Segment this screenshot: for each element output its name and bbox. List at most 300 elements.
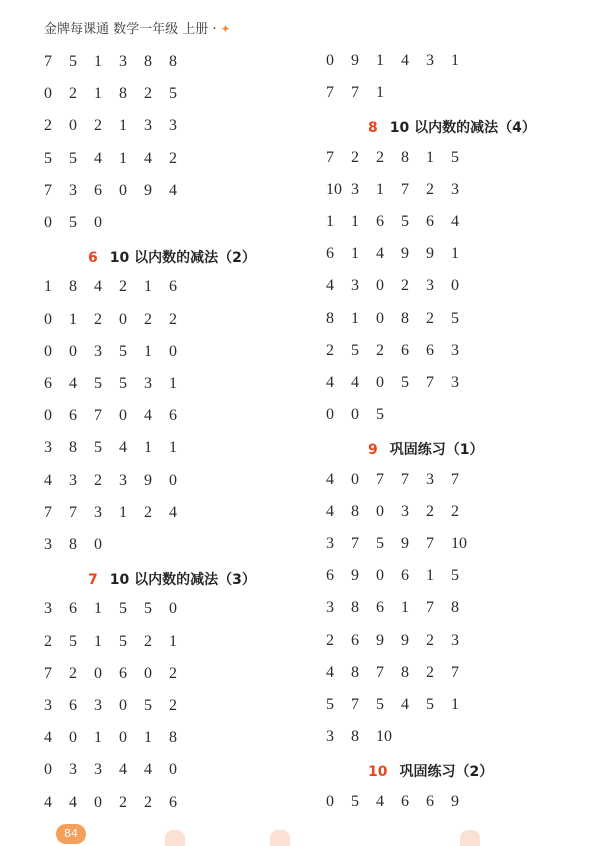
- answer-value: 3: [351, 180, 359, 198]
- answer-row: [326, 84, 401, 102]
- section-title: 10 以内数的减法（4）: [389, 120, 536, 137]
- answer-value: 4: [401, 52, 409, 69]
- answer-value: 0: [44, 214, 52, 231]
- answer-value: 9: [376, 631, 384, 649]
- answer-row: [326, 535, 476, 553]
- answer-value: 2: [426, 309, 434, 327]
- answer-row: [44, 504, 194, 522]
- answer-value: 4: [326, 277, 334, 295]
- answer-row: [44, 311, 194, 329]
- answer-value: 1: [169, 375, 177, 392]
- answer-value: 1: [94, 85, 102, 103]
- answer-value: 2: [376, 148, 384, 166]
- answer-value: 7: [426, 374, 434, 391]
- answer-row: [44, 665, 194, 683]
- section-heading: [88, 247, 256, 267]
- answer-value: 0: [169, 471, 177, 489]
- sparkle-icon: ✦: [220, 22, 231, 36]
- answer-value: 0: [94, 536, 102, 553]
- section-heading: [88, 569, 256, 589]
- answer-value: 2: [326, 631, 334, 649]
- answer-value: 2: [401, 277, 409, 295]
- answer-value: 2: [69, 85, 77, 103]
- answer-value: 4: [326, 502, 334, 520]
- answer-value: 0: [119, 407, 127, 425]
- answer-value: 2: [426, 663, 434, 681]
- book-title: 金牌每课通 数学一年级 上册 ·: [44, 22, 217, 37]
- answer-value: 5: [401, 374, 409, 391]
- answer-value: 5: [451, 309, 459, 327]
- answer-value: 8: [144, 53, 152, 70]
- answer-value: 8: [351, 502, 359, 520]
- answer-value: 6: [69, 697, 77, 714]
- answer-value: 6: [94, 181, 102, 199]
- answer-value: 1: [119, 149, 127, 167]
- answer-value: 8: [169, 53, 177, 70]
- answer-value: 6: [351, 631, 359, 649]
- answer-row: [326, 696, 476, 714]
- answer-row: [326, 503, 476, 521]
- answer-value: 8: [401, 309, 409, 327]
- answer-value: 5: [451, 148, 459, 166]
- answer-value: 5: [376, 535, 384, 552]
- section-number: 7: [88, 572, 98, 589]
- answer-value: 4: [69, 793, 77, 811]
- answer-value: 3: [401, 502, 409, 520]
- answer-row: [326, 342, 476, 360]
- answer-value: 1: [351, 213, 359, 230]
- answer-value: 3: [426, 52, 434, 69]
- answer-value: 5: [119, 342, 127, 360]
- answer-value: 10: [451, 535, 467, 552]
- answer-value: 7: [451, 663, 459, 681]
- answer-row: [44, 536, 119, 554]
- answer-row: [44, 278, 194, 296]
- answer-value: 0: [44, 85, 52, 103]
- answer-row: [44, 150, 194, 168]
- answer-value: 0: [376, 277, 384, 295]
- answer-value: 5: [44, 149, 52, 167]
- answer-row: [44, 407, 194, 425]
- answer-row: [44, 600, 194, 618]
- answer-value: 1: [326, 213, 334, 230]
- answer-row: [44, 375, 194, 393]
- answer-value: 7: [426, 535, 434, 552]
- answer-value: 2: [94, 310, 102, 328]
- answer-value: 3: [326, 599, 334, 617]
- answer-value: 9: [451, 792, 459, 810]
- answer-row: [44, 182, 194, 200]
- answer-row: [326, 599, 476, 617]
- answer-value: 5: [326, 696, 334, 713]
- answer-value: 0: [94, 664, 102, 682]
- answer-value: 4: [326, 470, 334, 488]
- answer-value: 2: [44, 117, 52, 135]
- answer-value: 1: [451, 696, 459, 713]
- answer-value: 6: [376, 599, 384, 617]
- answer-value: 4: [326, 374, 334, 391]
- answer-value: 6: [169, 407, 177, 425]
- answer-value: 4: [351, 374, 359, 391]
- answer-value: 2: [451, 502, 459, 520]
- answer-value: 5: [119, 600, 127, 618]
- answer-value: 7: [426, 599, 434, 617]
- answer-value: 6: [426, 792, 434, 810]
- answer-value: 5: [426, 696, 434, 713]
- answer-value: 0: [44, 407, 52, 425]
- answer-row: [44, 697, 194, 715]
- answer-value: 3: [451, 631, 459, 649]
- answer-value: 5: [376, 406, 384, 424]
- answer-row: [44, 343, 194, 361]
- answer-value: 0: [451, 277, 459, 295]
- answer-value: 6: [326, 567, 334, 585]
- answer-row: [326, 277, 476, 295]
- answer-value: 0: [351, 406, 359, 424]
- answer-value: 0: [169, 600, 177, 618]
- answer-row: [326, 471, 476, 489]
- decoration-icon: [165, 830, 185, 846]
- answer-value: 4: [94, 278, 102, 296]
- answer-value: 7: [326, 84, 334, 102]
- answer-value: 2: [426, 180, 434, 198]
- answer-row: [326, 406, 401, 424]
- answer-value: 3: [44, 600, 52, 618]
- answer-value: 0: [169, 761, 177, 779]
- answer-value: 7: [44, 181, 52, 199]
- answer-value: 6: [376, 213, 384, 230]
- answer-row: [326, 181, 476, 199]
- answer-value: 7: [44, 53, 52, 70]
- answer-value: 7: [376, 470, 384, 488]
- answer-value: 3: [326, 728, 334, 746]
- answer-value: 5: [69, 632, 77, 650]
- answer-value: 5: [69, 214, 77, 231]
- answer-value: 2: [144, 793, 152, 811]
- answer-value: 1: [169, 632, 177, 650]
- page-number: 84: [56, 824, 86, 844]
- answer-value: 1: [119, 503, 127, 521]
- answer-value: 0: [69, 117, 77, 135]
- section-number: 10: [368, 764, 388, 781]
- answer-value: 3: [451, 341, 459, 359]
- answer-value: 3: [69, 471, 77, 489]
- answer-value: 3: [169, 117, 177, 135]
- answer-value: 3: [94, 761, 102, 779]
- answer-value: 3: [119, 53, 127, 70]
- answer-value: 8: [169, 729, 177, 747]
- answer-value: 4: [376, 245, 384, 263]
- answer-value: 5: [169, 85, 177, 103]
- answer-value: 3: [119, 471, 127, 489]
- answer-value: 9: [351, 567, 359, 585]
- answer-value: 4: [69, 375, 77, 392]
- section-heading: [368, 439, 484, 459]
- answer-value: 0: [376, 309, 384, 327]
- answer-value: 4: [94, 149, 102, 167]
- answer-value: 0: [351, 470, 359, 488]
- answer-row: [326, 213, 476, 231]
- answer-value: 1: [351, 245, 359, 263]
- answer-value: 0: [94, 793, 102, 811]
- answer-value: 2: [144, 310, 152, 328]
- answer-row: [44, 53, 194, 71]
- answer-value: 1: [44, 278, 52, 296]
- answer-value: 1: [94, 600, 102, 618]
- answer-value: 0: [44, 310, 52, 328]
- answer-value: 0: [94, 214, 102, 231]
- answer-value: 6: [426, 341, 434, 359]
- answer-value: 7: [351, 535, 359, 552]
- answer-value: 9: [426, 245, 434, 263]
- section-heading: [368, 117, 536, 137]
- answer-row: [44, 85, 194, 103]
- answer-value: 1: [426, 567, 434, 585]
- answer-row: [44, 633, 194, 651]
- answer-value: 8: [69, 278, 77, 296]
- answer-value: 8: [401, 663, 409, 681]
- answer-value: 0: [326, 792, 334, 810]
- answer-value: 2: [326, 341, 334, 359]
- answer-value: 1: [119, 117, 127, 135]
- answer-value: 4: [451, 213, 459, 230]
- answer-value: 0: [44, 761, 52, 779]
- answer-value: 8: [69, 439, 77, 457]
- answer-value: 0: [119, 181, 127, 199]
- answer-value: 9: [144, 181, 152, 199]
- answer-value: 2: [426, 502, 434, 520]
- answer-value: 0: [169, 342, 177, 360]
- answer-value: 0: [376, 374, 384, 391]
- answer-value: 1: [451, 245, 459, 263]
- answer-value: 9: [401, 245, 409, 263]
- answer-row: [326, 567, 476, 585]
- answer-value: 4: [44, 793, 52, 811]
- answer-value: 8: [451, 599, 459, 617]
- answer-value: 2: [94, 471, 102, 489]
- answer-value: 1: [144, 439, 152, 457]
- answer-value: 3: [44, 439, 52, 457]
- section-number: 9: [368, 442, 378, 459]
- page-header: [44, 18, 231, 37]
- answer-value: 7: [376, 663, 384, 681]
- answer-value: 2: [376, 341, 384, 359]
- section-number: 8: [368, 120, 378, 137]
- answer-row: [44, 472, 194, 490]
- answer-row: [44, 439, 194, 457]
- answer-row: [326, 728, 401, 746]
- answer-row: [326, 374, 476, 392]
- answer-value: 5: [119, 375, 127, 392]
- answer-value: 5: [376, 696, 384, 713]
- answer-value: 0: [376, 502, 384, 520]
- answer-value: 4: [169, 503, 177, 521]
- answer-value: 6: [44, 375, 52, 392]
- answer-value: 2: [69, 664, 77, 682]
- answer-value: 4: [326, 663, 334, 681]
- answer-value: 2: [144, 85, 152, 103]
- answer-value: 7: [451, 470, 459, 488]
- answer-row: [44, 794, 194, 812]
- answer-value: 1: [451, 52, 459, 69]
- answer-value: 6: [69, 600, 77, 618]
- answer-value: 8: [119, 85, 127, 103]
- answer-value: 3: [451, 374, 459, 391]
- answer-value: 5: [144, 697, 152, 714]
- answer-value: 9: [401, 631, 409, 649]
- answer-value: 3: [144, 117, 152, 135]
- answer-value: 4: [144, 149, 152, 167]
- answer-value: 7: [326, 148, 334, 166]
- answer-value: 5: [119, 632, 127, 650]
- answer-value: 1: [351, 309, 359, 327]
- answer-value: 2: [144, 632, 152, 650]
- answer-value: 7: [44, 503, 52, 521]
- answer-row: [326, 632, 476, 650]
- section-title: 巩固练习（2）: [399, 764, 494, 781]
- section-title: 巩固练习（1）: [389, 442, 484, 459]
- answer-value: 3: [94, 342, 102, 360]
- answer-row: [326, 149, 476, 167]
- section-number: 6: [88, 250, 98, 267]
- answer-value: 3: [44, 697, 52, 714]
- answer-value: 6: [169, 278, 177, 296]
- answer-value: 4: [401, 696, 409, 713]
- answer-value: 2: [119, 278, 127, 296]
- answer-value: 4: [376, 792, 384, 810]
- answer-value: 5: [351, 341, 359, 359]
- answer-value: 1: [144, 278, 152, 296]
- answer-value: 4: [144, 761, 152, 779]
- answer-value: 9: [144, 471, 152, 489]
- answer-value: 7: [351, 84, 359, 102]
- answer-value: 5: [94, 439, 102, 457]
- answer-value: 8: [351, 728, 359, 746]
- answer-value: 3: [326, 535, 334, 552]
- answer-value: 4: [119, 439, 127, 457]
- decoration-icon: [460, 830, 480, 846]
- answer-value: 8: [326, 309, 334, 327]
- answer-value: 3: [69, 761, 77, 779]
- section-title: 10 以内数的减法（2）: [109, 250, 256, 267]
- answer-value: 3: [144, 375, 152, 392]
- answer-value: 3: [94, 503, 102, 521]
- answer-value: 1: [426, 148, 434, 166]
- answer-value: 2: [144, 503, 152, 521]
- answer-row: [44, 761, 194, 779]
- answer-value: 0: [326, 52, 334, 69]
- answer-row: [44, 117, 194, 135]
- answer-value: 1: [376, 84, 384, 102]
- answer-value: 2: [44, 632, 52, 650]
- answer-value: 4: [144, 407, 152, 425]
- answer-row: [326, 310, 476, 328]
- answer-value: 5: [69, 53, 77, 70]
- answer-value: 3: [94, 697, 102, 714]
- answer-value: 2: [169, 310, 177, 328]
- answer-value: 9: [351, 52, 359, 69]
- answer-value: 7: [401, 180, 409, 198]
- answer-value: 4: [44, 729, 52, 747]
- answer-value: 0: [44, 342, 52, 360]
- answer-value: 6: [119, 664, 127, 682]
- answer-value: 1: [144, 729, 152, 747]
- answer-value: 4: [119, 761, 127, 779]
- answer-value: 0: [144, 664, 152, 682]
- answer-value: 7: [69, 503, 77, 521]
- answer-row: [326, 664, 476, 682]
- section-title: 10 以内数的减法（3）: [109, 572, 256, 589]
- answer-row: [326, 793, 476, 811]
- answer-value: 9: [401, 535, 409, 552]
- answer-value: 3: [426, 470, 434, 488]
- answer-value: 0: [69, 729, 77, 747]
- answer-value: 2: [169, 664, 177, 682]
- answer-value: 6: [69, 407, 77, 425]
- answer-value: 6: [326, 245, 334, 263]
- section-heading: [368, 761, 493, 781]
- answer-value: 8: [351, 599, 359, 617]
- answer-value: 4: [44, 471, 52, 489]
- answer-value: 2: [169, 697, 177, 714]
- answer-value: 5: [144, 600, 152, 618]
- answer-value: 7: [351, 696, 359, 713]
- answer-value: 6: [426, 213, 434, 230]
- answer-value: 5: [94, 375, 102, 392]
- answer-value: 10: [376, 728, 392, 746]
- answer-value: 7: [401, 470, 409, 488]
- answer-value: 3: [69, 181, 77, 199]
- answer-value: 0: [326, 406, 334, 424]
- answer-row: [326, 245, 476, 263]
- answer-value: 4: [169, 181, 177, 199]
- answer-value: 3: [426, 277, 434, 295]
- answer-value: 2: [94, 117, 102, 135]
- answer-value: 1: [401, 599, 409, 617]
- answer-value: 0: [119, 697, 127, 714]
- answer-value: 0: [119, 310, 127, 328]
- answer-value: 2: [351, 148, 359, 166]
- answer-value: 6: [169, 793, 177, 811]
- answer-value: 3: [451, 180, 459, 198]
- answer-value: 8: [401, 148, 409, 166]
- answer-value: 6: [401, 567, 409, 585]
- answer-value: 5: [451, 567, 459, 585]
- answer-value: 0: [376, 567, 384, 585]
- answer-value: 10: [326, 180, 342, 198]
- answer-value: 6: [401, 792, 409, 810]
- decoration-icon: [270, 830, 290, 846]
- answer-value: 8: [351, 663, 359, 681]
- answer-value: 0: [69, 342, 77, 360]
- answer-value: 3: [351, 277, 359, 295]
- answer-value: 7: [94, 407, 102, 425]
- answer-value: 2: [426, 631, 434, 649]
- answer-value: 1: [94, 729, 102, 747]
- answer-value: 5: [401, 213, 409, 230]
- answer-value: 5: [351, 792, 359, 810]
- answer-value: 1: [144, 342, 152, 360]
- answer-value: 0: [119, 729, 127, 747]
- answer-value: 2: [169, 149, 177, 167]
- answer-row: [44, 214, 119, 232]
- answer-value: 1: [376, 180, 384, 198]
- answer-value: 1: [169, 439, 177, 457]
- answer-value: 3: [44, 536, 52, 553]
- answer-value: 1: [94, 53, 102, 70]
- answer-value: 2: [119, 793, 127, 811]
- answer-value: 1: [69, 310, 77, 328]
